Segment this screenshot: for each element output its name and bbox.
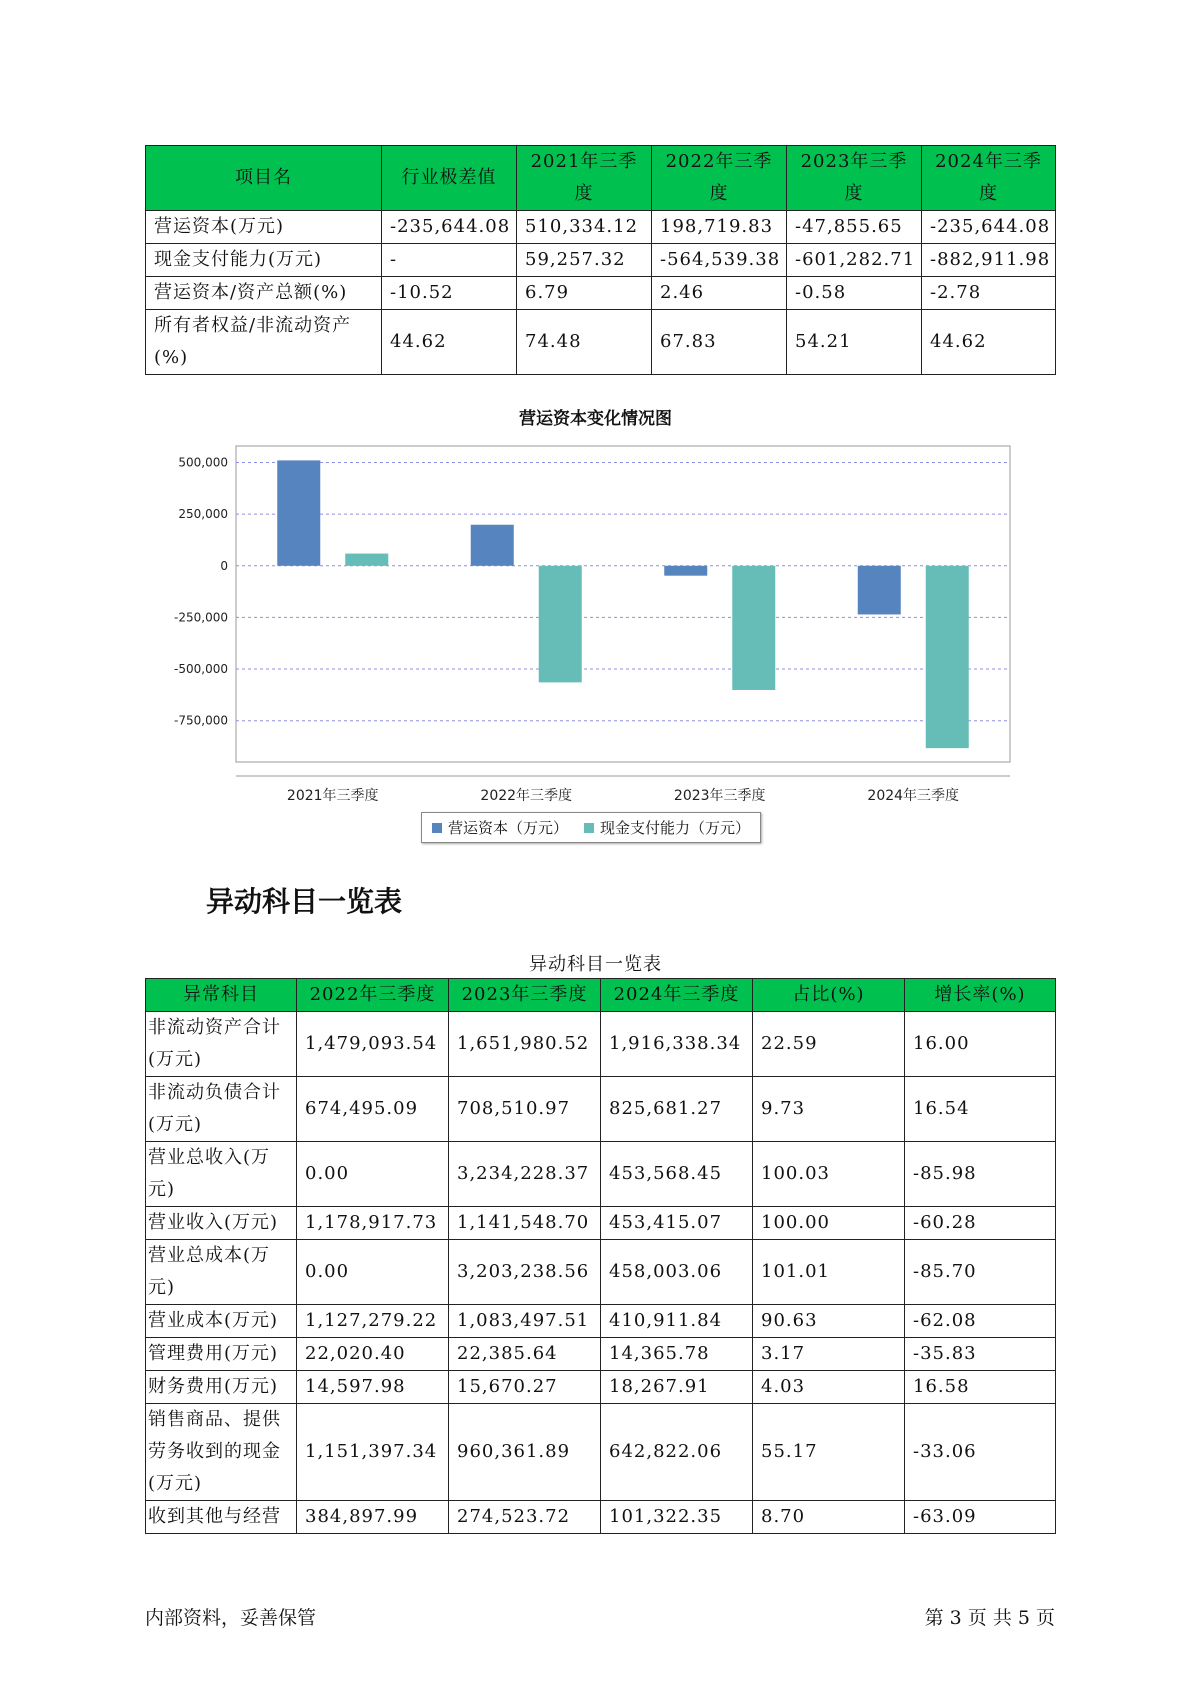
x-tick-label: 2021年三季度 [286, 788, 379, 804]
y-tick-label: 500,000 [178, 455, 228, 470]
table-cell: 4.03 [753, 1371, 905, 1404]
table-cell: 100.00 [753, 1207, 905, 1240]
table-row [146, 1012, 1056, 1077]
table-cell: 54.21 [787, 310, 922, 375]
table-row [146, 1501, 1056, 1534]
table-cell: 44.62 [922, 310, 1056, 375]
table-cell: 55.17 [753, 1404, 905, 1501]
row-label: 非流动负债合计(万元) [146, 1077, 297, 1142]
table-cell: 22,020.40 [297, 1338, 449, 1371]
bar-cash-payment [539, 566, 582, 683]
row-label: 管理费用(万元) [146, 1338, 297, 1371]
table-cell: -235,644.08 [382, 211, 517, 244]
table-cell: 1,151,397.34 [297, 1404, 449, 1501]
table-cell: -63.09 [905, 1501, 1056, 1534]
table-cell: -35.83 [905, 1338, 1056, 1371]
table-header-row [146, 979, 1056, 1012]
table-cell: 3,234,228.37 [449, 1142, 601, 1207]
table-row [146, 310, 1056, 375]
legend-item-cash-payment [584, 817, 750, 838]
table-cell: 510,334.12 [517, 211, 652, 244]
table-cell: -60.28 [905, 1207, 1056, 1240]
table-cell: 100.03 [753, 1142, 905, 1207]
legend-swatch [432, 823, 442, 833]
column-header: 增长率(%) [905, 979, 1056, 1012]
table-cell: 8.70 [753, 1501, 905, 1534]
table-cell: 453,568.45 [601, 1142, 753, 1207]
row-label: 营业成本(万元) [146, 1305, 297, 1338]
table-cell: 274,523.72 [449, 1501, 601, 1534]
table-cell: 22.59 [753, 1012, 905, 1077]
bar-cash-payment [732, 566, 775, 690]
table-cell: 410,911.84 [601, 1305, 753, 1338]
table-cell: 67.83 [652, 310, 787, 375]
table-cell: -62.08 [905, 1305, 1056, 1338]
legend-item-working-capital [432, 817, 568, 838]
table-row [146, 1142, 1056, 1207]
table-cell: -10.52 [382, 277, 517, 310]
column-header: 2022年三季度 [652, 146, 787, 211]
table-cell: 3.17 [753, 1338, 905, 1371]
row-label: 收到其他与经营 [146, 1501, 297, 1534]
table-cell: 1,141,548.70 [449, 1207, 601, 1240]
table-cell: 384,897.99 [297, 1501, 449, 1534]
table-row [146, 1077, 1056, 1142]
column-header: 2021年三季度 [517, 146, 652, 211]
footer-page-number: 第 3 页 共 5 页 [924, 1607, 1055, 1629]
bar-cash-payment [926, 566, 969, 748]
table-cell: 101,322.35 [601, 1501, 753, 1534]
row-label: 营业总成本(万元) [146, 1240, 297, 1305]
table-cell: 9.73 [753, 1077, 905, 1142]
x-tick-label: 2024年三季度 [867, 788, 960, 804]
bar-working-capital [277, 460, 320, 565]
table-cell: 101.01 [753, 1240, 905, 1305]
table-row [146, 1338, 1056, 1371]
table-cell: 1,178,917.73 [297, 1207, 449, 1240]
section-heading: 异动科目一览表 [206, 885, 403, 918]
table-cell: 16.58 [905, 1371, 1056, 1404]
table-row [146, 1371, 1056, 1404]
table-cell: 74.48 [517, 310, 652, 375]
table-cell: -564,539.38 [652, 244, 787, 277]
working-capital-bar-chart [160, 440, 1030, 810]
table-cell: 15,670.27 [449, 1371, 601, 1404]
table-cell: 1,916,338.34 [601, 1012, 753, 1077]
table-cell: -882,911.98 [922, 244, 1056, 277]
row-label: 现金支付能力(万元) [146, 244, 382, 277]
table-cell: -85.70 [905, 1240, 1056, 1305]
bar-working-capital [471, 525, 514, 566]
table-cell: -33.06 [905, 1404, 1056, 1501]
legend-swatch [584, 823, 594, 833]
table-cell: 2.46 [652, 277, 787, 310]
table-cell: 1,083,497.51 [449, 1305, 601, 1338]
table-cell: 674,495.09 [297, 1077, 449, 1142]
column-header: 2024年三季度 [922, 146, 1056, 211]
column-header: 占比(%) [753, 979, 905, 1012]
table-cell: -0.58 [787, 277, 922, 310]
row-label: 营业收入(万元) [146, 1207, 297, 1240]
table-cell: 16.54 [905, 1077, 1056, 1142]
column-header: 2022年三季度 [297, 979, 449, 1012]
chart-title: 营运资本变化情况图 [519, 409, 672, 429]
column-header: 行业极差值 [382, 146, 517, 211]
column-header: 异常科目 [146, 979, 297, 1012]
y-tick-label: 250,000 [178, 507, 228, 522]
table-cell: 0.00 [297, 1240, 449, 1305]
table-header-row [146, 146, 1056, 211]
row-label: 营运资本/资产总额(%) [146, 277, 382, 310]
row-label: 所有者权益/非流动资产(%) [146, 310, 382, 375]
table-cell: 59,257.32 [517, 244, 652, 277]
table-cell: 14,365.78 [601, 1338, 753, 1371]
table-cell: -85.98 [905, 1142, 1056, 1207]
table-cell: 198,719.83 [652, 211, 787, 244]
table-cell: -235,644.08 [922, 211, 1056, 244]
footer-confidential-note: 内部资料，妥善保管 [145, 1607, 317, 1629]
row-label: 营运资本(万元) [146, 211, 382, 244]
table-row [146, 1240, 1056, 1305]
y-tick-label: -500,000 [174, 662, 228, 677]
y-tick-label: -750,000 [174, 713, 228, 728]
table-cell: 18,267.91 [601, 1371, 753, 1404]
table-cell: 14,597.98 [297, 1371, 449, 1404]
table-cell: 90.63 [753, 1305, 905, 1338]
y-tick-label: -250,000 [174, 610, 228, 625]
table-cell: 960,361.89 [449, 1404, 601, 1501]
table-cell: 453,415.07 [601, 1207, 753, 1240]
table-cell: -2.78 [922, 277, 1056, 310]
row-label: 销售商品、提供劳务收到的现金(万元) [146, 1404, 297, 1501]
table-cell: - [382, 244, 517, 277]
column-header: 2023年三季度 [449, 979, 601, 1012]
table-cell: 458,003.06 [601, 1240, 753, 1305]
column-header: 2024年三季度 [601, 979, 753, 1012]
table-cell: 1,479,093.54 [297, 1012, 449, 1077]
table-cell: -47,855.65 [787, 211, 922, 244]
table-cell: 6.79 [517, 277, 652, 310]
table-cell: 825,681.27 [601, 1077, 753, 1142]
bar-cash-payment [345, 554, 388, 566]
table-cell: 708,510.97 [449, 1077, 601, 1142]
row-label: 非流动资产合计(万元) [146, 1012, 297, 1077]
table-row [146, 1404, 1056, 1501]
row-label: 营业总收入(万元) [146, 1142, 297, 1207]
table-cell: -601,282.71 [787, 244, 922, 277]
abnormal-items-table [145, 978, 1056, 1534]
table-cell: 642,822.06 [601, 1404, 753, 1501]
table-cell: 0.00 [297, 1142, 449, 1207]
chart-legend [421, 812, 761, 843]
column-header: 项目名 [146, 146, 382, 211]
x-tick-label: 2022年三季度 [480, 788, 573, 804]
legend-label: 现金支付能力（万元） [600, 819, 751, 837]
table-row [146, 277, 1056, 310]
table-row [146, 244, 1056, 277]
column-header: 2023年三季度 [787, 146, 922, 211]
table-cell: 22,385.64 [449, 1338, 601, 1371]
row-label: 财务费用(万元) [146, 1371, 297, 1404]
legend-label: 营运资本（万元） [448, 819, 569, 837]
bar-working-capital [664, 566, 707, 576]
table-cell: 1,651,980.52 [449, 1012, 601, 1077]
table-cell: 44.62 [382, 310, 517, 375]
table-cell: 16.00 [905, 1012, 1056, 1077]
table-cell: 3,203,238.56 [449, 1240, 601, 1305]
financial-metrics-table [145, 145, 1056, 375]
y-tick-label: 0 [220, 558, 228, 573]
table-caption: 异动科目一览表 [529, 954, 662, 975]
table-row [146, 1305, 1056, 1338]
table-row [146, 1207, 1056, 1240]
table-row [146, 211, 1056, 244]
table-cell: 1,127,279.22 [297, 1305, 449, 1338]
bar-working-capital [858, 566, 901, 615]
x-tick-label: 2023年三季度 [673, 788, 766, 804]
